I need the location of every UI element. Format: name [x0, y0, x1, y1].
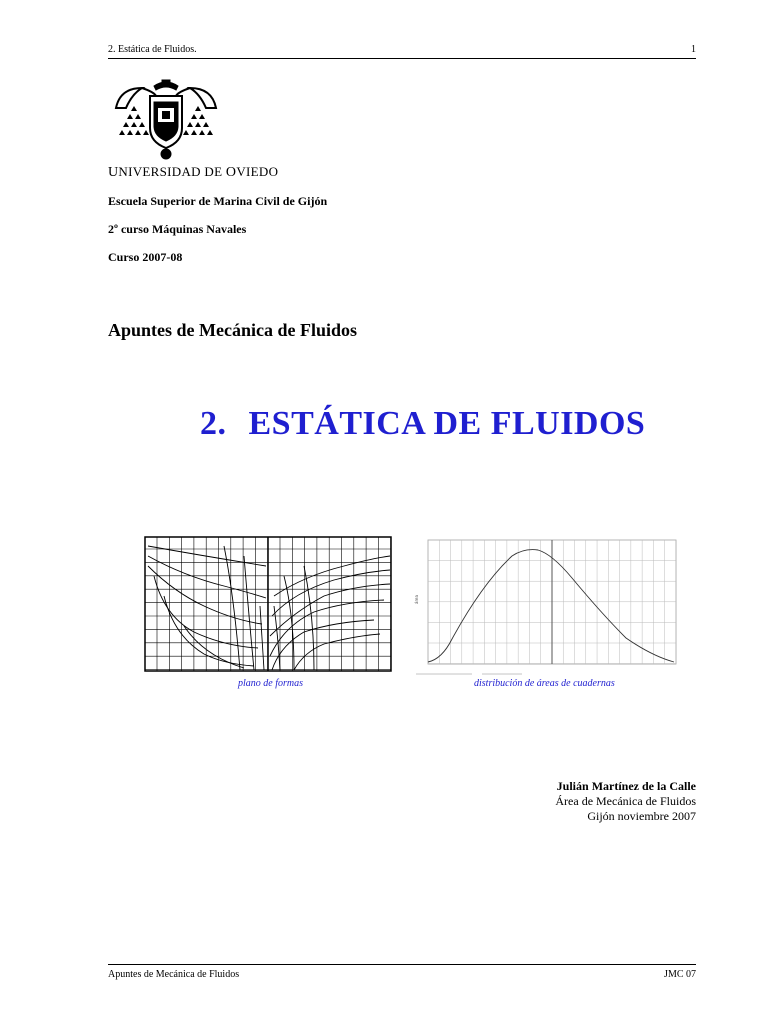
- page-header: [108, 44, 696, 59]
- section-area-curve-figure: [412, 534, 680, 682]
- page-footer: [108, 964, 696, 983]
- school-name: Escuela Superior de Marina Civil de Gijón: [108, 194, 328, 208]
- chapter-number: 2.: [200, 405, 227, 442]
- page-number: 1: [691, 44, 696, 55]
- academic-year: Curso 2007-08: [108, 250, 183, 264]
- lines-plan-figure: [144, 536, 392, 672]
- footer-initials: JMC 07: [664, 969, 696, 980]
- figure-caption-left: plano de formas: [238, 678, 303, 689]
- footer-title: Apuntes de Mecánica de Fluidos: [108, 969, 240, 980]
- chapter-title: [200, 405, 645, 443]
- figure-caption-right: distribución de áreas de cuadernas: [474, 678, 615, 689]
- university-crest-logo: [112, 78, 220, 162]
- subject-title: Apuntes de Mecánica de Fluidos: [108, 320, 358, 340]
- place-date: Gijón noviembre 2007: [587, 809, 696, 823]
- svg-text:área: área: [414, 595, 419, 604]
- chapter-name: ESTÁTICA DE FLUIDOS: [248, 405, 646, 442]
- author-name: Julián Martínez de la Calle: [556, 779, 696, 793]
- course-year: 2º curso Máquinas Navales: [108, 222, 247, 236]
- author-block: [555, 779, 696, 824]
- running-title: 2. Estática de Fluidos.: [108, 44, 197, 55]
- university-name: UNIVERSIDAD DE OVIEDO: [108, 164, 279, 180]
- author-area: Área de Mecánica de Fluidos: [555, 794, 696, 808]
